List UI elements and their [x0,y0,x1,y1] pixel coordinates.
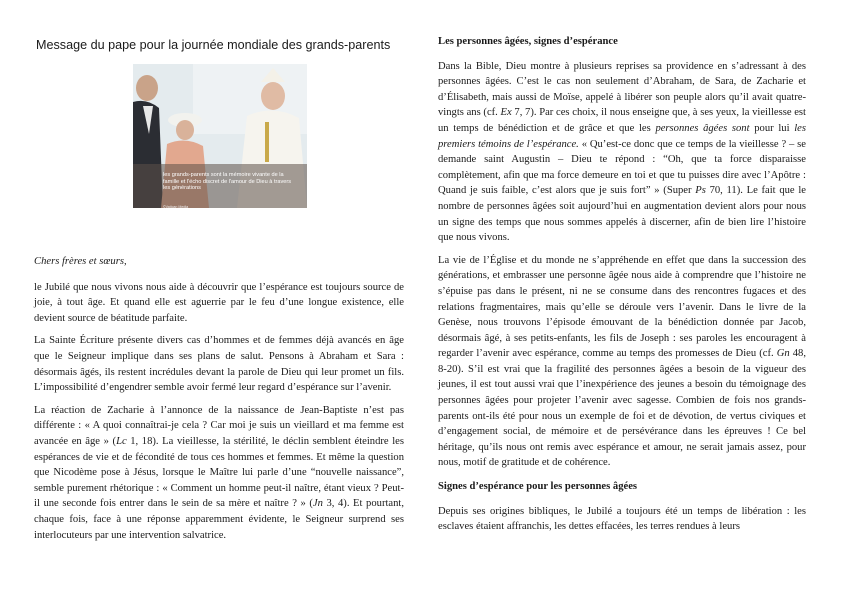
section-heading: Les personnes âgées, signes d’espérance [438,36,618,47]
pope-photo [133,64,307,208]
paragraph-6: Depuis ses origines bibliques, le Jubilé a toujours été un temps de libération : les esclaves étaient affranchis, les dettes effacées, les terres rendues à leurs [438,505,806,533]
scripture-ref: Jn [312,498,323,510]
scripture-ref: Ex [500,107,512,119]
paragraph-1: le Jubilé que nous vivons nous aide à découvrir que l’espérance est toujours source de joie, à tout âge. Et quand elle est aguerrie par le feu d’une longue existence, elle devient source de béatitude parfaite. [34,281,404,324]
photo-credit: ©Vatican Media [163,205,189,208]
paragraph-4: Dans la Bible, Dieu montre à plusieurs reprises sa providence en s’adressant à des personnes âgées. C’est le cas non seulement d’Abraham, de Sara, de Zacharie et d’Élisabeth, mais aussi de Moïse, appelé à libérer son peuple alors qu’il avait quatre-vingts ans (cf. Ex 7, 7). Par ces choix, il nous enseigne que, à ses yeux, la vieillesse est un temps de bénédiction et de grâce et que les personnes âgées sont pour lui les premiers témoins de l’espérance. « Qu’est-ce donc que ce temps de la vieillesse ? – se demande saint Augustin – Dieu te répond : “Oh, que ta force disparaisse complètement, afin que ma force demeure en toi et que tu puisses dire avec l’Apôtre : Quand je suis faible, c’est alors que je suis fort” » (Super Ps 70, 11). Le fait que le nombre de personnes âgées soit aujourd’hui en augmentation devient alors pour nous un signe des temps que nous sommes appelés à discerner, afin de bien lire l’histoire que nous vivons. [438,60,807,244]
left-column [34,34,404,550]
scripture-ref: Lc [116,435,127,447]
paragraph-3: La réaction de Zacharie à l’annonce de la naissance de Jean-Baptiste n’est pas différente : « A quoi connaîtrai-je cela ? Car moi je suis un vieillard et ma femme est avancée en âge » (Lc 1, 18). La vieillesse, la stérilité, le déclin semblent éteindre les espérances de vie et de fécondité de tous ces hommes et femmes. Et même la question que Nicodème pose à Jésus, lorsque le Maître lui parle d’une “nouvelle naissance”, semble purement rhétorique : « Comment un homme peut-il naître, étant vieux ? Peut-il une seconde fois entrer dans le sein de sa mère et naître ? » (Jn 3, 4). Et pourtant, chaque fois, face à une réponse apparemment évidente, le Seigneur surprend ses interlocuteurs par une intervention salvatrice. [34,404,405,541]
greeting: Chers frères et sœurs, [34,256,127,267]
paragraph-5: La vie de l’Église et du monde ne s’appréhende en effet que dans la succession des générations, et embrasser une personne âgée nous aide à comprendre que l’histoire ne s’épuise pas dans le présent, ni ne se consume dans des rencontres fugaces et des relations fragmentaires, mais qu’elle se déroule vers l’avenir. Dans le livre de la Genèse, nous trouvons l’épisode émouvant de la bénédiction donnée par Jacob, désormais âgé, à ses petits-enfants, les fils de Joseph : ses paroles les encouragent à regarder l’avenir avec espérance, comme au temps des promesses de Dieu (cf. Gn 48, 8-20). S’il est vrai que la fragilité des personnes âgées a besoin de la vigueur des jeunes, il est tout aussi vrai que l’inexpérience des jeunes a besoin du témoignage des personnes âgées pour projeter l’avenir avec sagesse. Combien de fois nos grands-parents ont-ils été pour nous un exemple de foi et de dévotion, de vertus civiques et d’engagement social, de mémoire et de persévérance dans les épreuves ! Ce bel héritage, qu’ils nous ont remis avec espérance et amour, ne serait jamais assez, pour nous, motif de gratitude et de cohérence. [438,254,806,469]
paragraph-2: La Sainte Écriture présente divers cas d’hommes et de femmes déjà avancés en âge que le Seigneur implique dans ses plans de salut. Pensons à Abraham et Sara : désormais âgés, ils restent incrédules devant la parole de Dieu qui leur promet un fils. L’impossibilité d’engendrer semble avoir fermé leur regard d’espérance sur l’avenir. [34,335,404,394]
page-title: Message du pape pour la journée mondiale des grands-parents [36,38,391,52]
section-heading: Signes d’espérance pour les personnes âgées [438,481,638,493]
scripture-ref: Gn [776,348,790,360]
photo-caption: les grands-parents sont la mémoire vivante de la famille et l'écho discret de l'amour de Dieu à travers les générations [163,172,292,192]
right-column [438,34,806,542]
scripture-ref: Ps [695,185,706,197]
